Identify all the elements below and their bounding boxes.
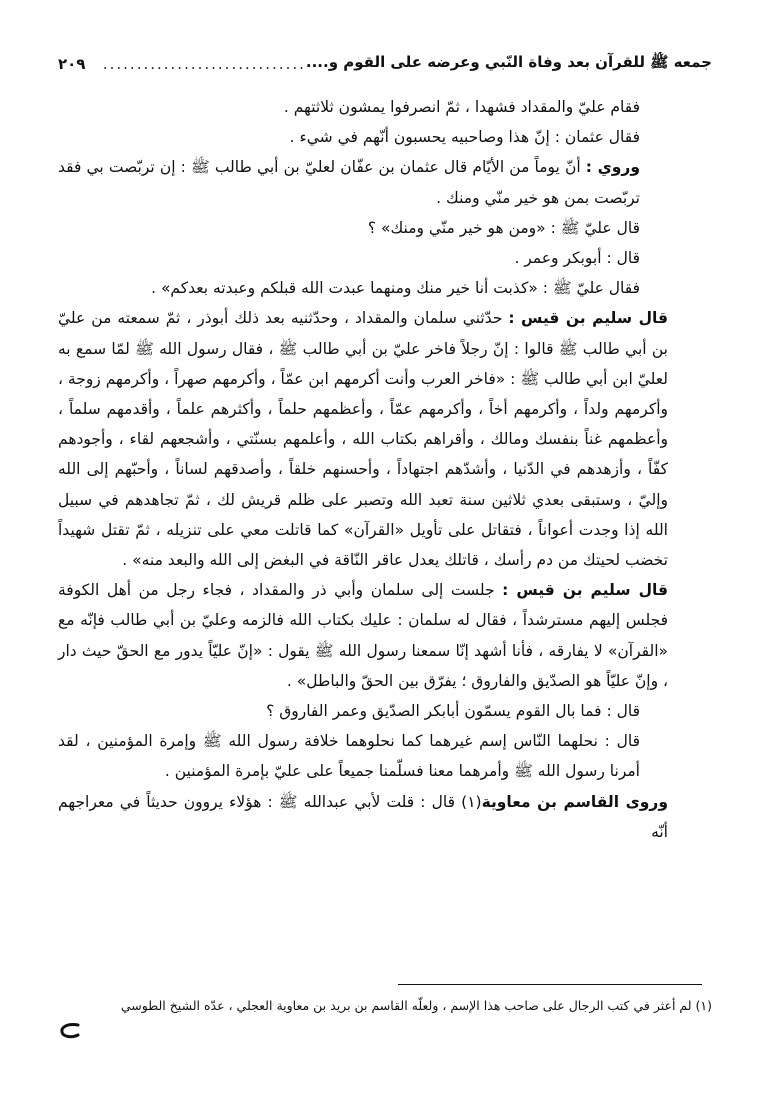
footnote: (١) لم أعثر في كتب الرجال على صاحب هذا الإسم ، ولعلّه القاسم بن بريد بن معاوية العجلي ، عدّه الشيخ الطوسي (120, 998, 712, 1013)
paragraph: قال سليم بن قيس : جلست إلى سلمان وأبي ذر والمقداد ، فجاء رجل من أهل الكوفة فجلس إليهم مسترشداً ، فقال له سلمان : عليك بكتاب الله فالزمه وعليّ بن أبي طالب فإنّه مع «القرآن» لا يفارقه ، فأنا أشهد إنّا سمعنا رسول الله ﷺ يقول : «إنّ عليّاً يدور مع الحقّ حيث دار ، وإنّ عليّاً هو الصدّيق والفاروق ؛ يفرّق بين الحقّ والباطل» . (58, 581, 668, 690)
paragraph: قال : نحلهما النّاس إسم غيرهما كما نحلوهما خلافة رسول الله ﷺ وإمرة المؤمنين ، لقد أمرنا رسول الله ﷺ وأمرهما معنا فسلّمنا جميعاً على عليّ بإمرة المؤمنين . (58, 732, 640, 781)
paragraph: فقال عليّ ﷺ : «كذبت أنا خير منك ومنهما عبدت الله قبلكم وعبدته بعدكم» . (151, 279, 640, 298)
paragraph: قال : فما بال القوم يسمّون أبابكر الصدّيق وعمر الفاروق ؟ (266, 702, 640, 721)
page-number: ٢٠٩ (58, 55, 86, 73)
footnote-rule (398, 984, 702, 985)
continuation-mark-icon (58, 1020, 82, 1042)
paragraph: فقال عثمان : إنّ هذا وصاحبيه يحسبون أنّهم في شيء . (289, 128, 640, 147)
header-leader-dots: .............................. (102, 55, 306, 73)
paragraph: فقام عليّ والمقداد فشهدا ، ثمّ انصرفوا يمشون ثلاثتهم . (283, 98, 640, 116)
book-page (58, 0, 712, 1105)
paragraph: وروي : أنّ يوماً من الأيّام قال عثمان بن عفّان لعليّ بن أبي طالب ﷺ : إن تربّصت بي فقد تربّصت بمن هو خير منّي ومنك . (58, 158, 640, 207)
running-header (58, 52, 712, 76)
paragraph: قال سليم بن قيس : حدّثني سلمان والمقداد ، وحدّثنيه بعد ذلك أبوذر ، ثمّ سمعته من عليّ بن أبي طالب ﷺ قالوا : إنّ رجلاً فاخر عليّ بن أبي طالب ﷺ ، فقال رسول الله ﷺ لمّا سمع به لعليّ ابن أبي طالب ﷺ : «فاخر العرب وأنت أكرمهم ابن عمّاً ، وأكرمهم صهراً ، وأكرمهم زوجة ، وأكرمهم ولداً ، وأكرمهم أخاً ، وأكرمهم عمّاً ، وأعظمهم حلماً ، وأكثرهم علماً ، وأقدمهم سلماً ، وأعظمهم غناً بنفسك ومالك ، وأقراهم بكتاب الله ، وأعلمهم بسنّتي ، وأشجعهم لقاء ، وأجودهم كفّاً ، وأزهدهم في الدّنيا ، وأشدّهم اجتهاداً ، وأحسنهم خلقاً ، وأصدقهم لساناً ، وأحبّهم إلى الله وإليّ ، وستبقى بعدي ثلاثين سنة تعبد الله وتصبر على ظلم قريش لك ، ثمّ تجاهدهم في سبيل الله إذا وجدت أعواناً ، فتقاتل على تأويل «القرآن» كما قاتلت معي على تنزيله ، ثمّ تقتل شهيداً تخضب لحيتك من دم رأسك ، قاتلك يعدل عاقر النّاقة في البغض إلى الله والبعد منه» . (58, 309, 668, 570)
paragraph: قال : أبوبكر وعمر . (514, 249, 640, 268)
paragraph: قال عليّ ﷺ : «ومن هو خير منّي ومنك» ؟ (367, 218, 640, 237)
page-body (58, 92, 712, 847)
paragraph: وروى القاسم بن معاوية(١) قال : قلت لأبي عبدالله ﷺ : هؤلاء يروون حديثاً في معراجهم أنّه (58, 792, 668, 841)
header-title: جمعه ﷺ للقرآن بعد وفاة النّبي وعرضه على القوم و.... (305, 53, 712, 71)
